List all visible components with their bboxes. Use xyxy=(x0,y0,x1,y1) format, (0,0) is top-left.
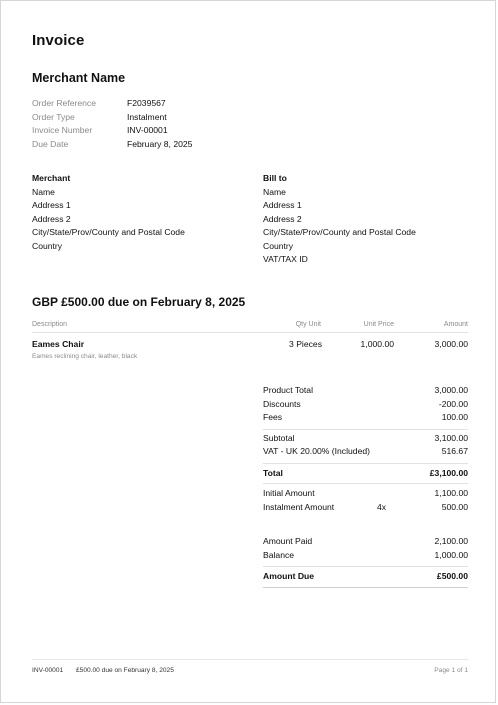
totals-label: Subtotal xyxy=(263,432,295,443)
totals-row-instalment-amount xyxy=(263,502,468,516)
merchant-line: Address 2 xyxy=(32,213,71,224)
totals-row-vat xyxy=(263,446,468,460)
footer-page-number: Page 1 of 1 xyxy=(434,667,468,674)
totals-value: £3,100.00 xyxy=(429,467,468,478)
totals-value: 1,100.00 xyxy=(434,488,468,498)
header-unit-price: Unit Price xyxy=(363,321,394,328)
totals-value: -200.00 xyxy=(438,398,468,409)
totals-value: 1,000.00 xyxy=(434,549,468,560)
totals-value: 100.00 xyxy=(441,412,468,422)
totals-label: Fees xyxy=(263,412,283,422)
totals-row-balance xyxy=(263,550,468,564)
instalment-multiplier: 4x xyxy=(377,501,387,512)
merchant-heading: Merchant xyxy=(32,173,71,183)
meta-label: Invoice Number xyxy=(32,125,93,135)
bill-to-heading: Bill to xyxy=(263,173,287,183)
merchant-name-heading: Merchant Name xyxy=(32,71,126,85)
bill-to-line: Address 1 xyxy=(263,200,302,210)
item-note: Eames reclining chair, leather, black xyxy=(32,353,138,360)
totals-label: Amount Due xyxy=(263,571,315,581)
merchant-line: City/State/Prov/County and Postal Code xyxy=(32,227,185,237)
totals-row-discounts xyxy=(263,399,468,413)
meta-row-order-type xyxy=(32,112,192,126)
meta-label: Order Type xyxy=(32,111,75,122)
table-row xyxy=(32,339,468,351)
totals-row-total xyxy=(263,468,468,482)
meta-value: F2039567 xyxy=(127,98,166,108)
bill-to-line: City/State/Prov/County and Postal Code xyxy=(263,227,416,237)
totals-row-initial-amount xyxy=(263,488,468,502)
page-title: Invoice xyxy=(32,32,85,49)
item-qty-unit: 3 Pieces xyxy=(289,339,322,349)
header-qty-unit: Qty Unit xyxy=(295,321,321,328)
meta-row-due-date xyxy=(32,139,192,153)
merchant-address-block xyxy=(32,172,185,253)
meta-value: February 8, 2025 xyxy=(127,138,193,149)
invoice-meta xyxy=(32,98,192,152)
totals-label: VAT - UK 20.00% (Included) xyxy=(263,446,370,456)
header-amount: Amount xyxy=(443,321,468,328)
item-unit-price: 1,000.00 xyxy=(360,339,394,349)
totals-label: Balance xyxy=(263,549,295,560)
totals-value: 2,100.00 xyxy=(434,536,468,546)
totals-value: 500.00 xyxy=(441,501,468,512)
totals-label: Total xyxy=(263,467,283,478)
divider xyxy=(263,587,468,588)
totals-row-fees xyxy=(263,412,468,426)
item-description: Eames Chair xyxy=(32,339,85,349)
meta-row-invoice-number xyxy=(32,125,192,139)
meta-value: Instalment xyxy=(127,111,167,122)
footer-invoice-number: INV-00001 xyxy=(32,667,64,674)
items-table-header xyxy=(32,321,468,333)
totals-value: 3,100.00 xyxy=(434,432,468,443)
totals-row-amount-paid xyxy=(263,536,468,550)
spacer xyxy=(263,515,468,536)
page-footer xyxy=(32,659,468,680)
merchant-line: Address 1 xyxy=(32,200,71,210)
totals-row-product-total xyxy=(263,385,468,399)
meta-value: INV-00001 xyxy=(127,125,168,135)
totals-value: £500.00 xyxy=(436,571,468,581)
bill-to-line: VAT/TAX ID xyxy=(263,254,308,264)
totals-label: Discounts xyxy=(263,398,301,409)
totals-row-subtotal xyxy=(263,433,468,447)
merchant-line: Country xyxy=(32,240,63,251)
amount-due-heading: GBP £500.00 due on February 8, 2025 xyxy=(32,295,246,309)
bill-to-address-block xyxy=(263,172,416,267)
totals-value: 3,000.00 xyxy=(434,385,468,395)
bill-to-line: Country xyxy=(263,240,294,251)
totals-label: Initial Amount xyxy=(263,488,315,498)
meta-label: Due Date xyxy=(32,138,69,149)
totals-value: 516.67 xyxy=(441,446,468,456)
item-amount: 3,000.00 xyxy=(434,339,468,349)
bill-to-line: Name xyxy=(263,186,286,197)
meta-row-order-reference xyxy=(32,98,192,112)
totals-row-amount-due xyxy=(263,571,468,585)
totals-label: Instalment Amount xyxy=(263,501,335,512)
totals-block xyxy=(263,385,468,588)
totals-label: Product Total xyxy=(263,385,314,395)
totals-label: Amount Paid xyxy=(263,536,313,546)
bill-to-line: Address 2 xyxy=(263,213,302,224)
meta-label: Order Reference xyxy=(32,98,97,108)
footer-due-text: £500.00 due on February 8, 2025 xyxy=(76,667,174,674)
merchant-line: Name xyxy=(32,186,55,197)
header-description: Description xyxy=(32,321,68,328)
